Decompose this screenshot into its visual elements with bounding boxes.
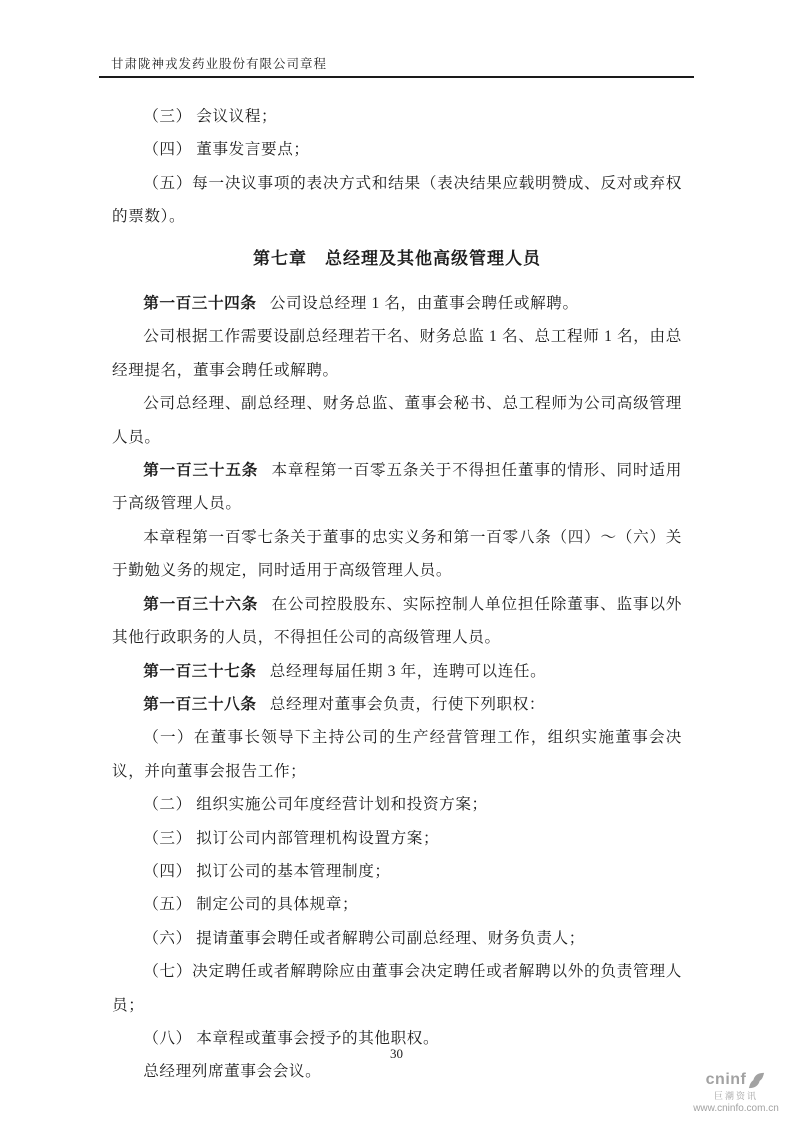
article-number: 第一百三十七条 (143, 662, 257, 680)
paragraph-text: （四） 董事发言要点； (143, 141, 310, 159)
paragraph (112, 320, 682, 387)
header-title: 甘肃陇神戎发药业股份有限公司章程 (111, 57, 328, 71)
paragraph (112, 855, 682, 888)
paragraph (112, 788, 682, 821)
page-number: 30 (390, 1046, 403, 1061)
paragraph (112, 387, 682, 454)
paragraph (112, 167, 682, 234)
paragraph-text: （五） 制定公司的具体规章； (143, 896, 359, 914)
paragraph-text: （二） 组织实施公司年度经营计划和投资方案； (143, 796, 488, 814)
paragraph-text: （三） 拟订公司内部管理机构设置方案； (143, 829, 440, 847)
paragraph-text: 公司设总经理 1 名，由董事会聘任或解聘。 (269, 295, 579, 313)
paragraph-text: 本章程第一百零五条关于不得担任董事的情形、同时适用于高级管理人员。 (112, 462, 682, 513)
paragraph-text: （六） 提请董事会聘任或者解聘公司副总经理、财务负责人； (143, 929, 585, 947)
paragraph (112, 133, 682, 166)
paragraph (112, 922, 682, 955)
watermark-chinese-name: 巨潮资讯 (713, 1091, 758, 1102)
paragraph-text: 公司总经理、副总经理、财务总监、董事会秘书、总工程师为公司高级管理人员。 (112, 395, 682, 446)
paragraph-text: 本章程第一百零七条关于董事的忠实义务和第一百零八条（四）～（六）关于勤勉义务的规定，同时适用于高级管理人员。 (112, 528, 682, 580)
paragraph (112, 955, 682, 1022)
watermark-url: www.cninfo.com.cn (693, 1102, 779, 1114)
paragraph (112, 655, 682, 688)
article-number: 第一百三十五条 (143, 462, 259, 480)
paragraph (112, 287, 682, 320)
paragraph (112, 521, 682, 588)
paragraph-text: （四） 拟订公司的基本管理制度； (143, 862, 391, 880)
watermark-brand-text: cninf (705, 1071, 747, 1089)
cninfo-swirl-icon (747, 1071, 766, 1090)
paragraph (112, 721, 682, 788)
paragraph (112, 822, 682, 855)
page-header (99, 0, 694, 78)
document-body (112, 100, 682, 1089)
watermark-brand-row (706, 1071, 767, 1090)
paragraph-text: 在公司控股股东、实际控制人单位担任除董事、监事以外其他行政职务的人员，不得担任公司的高级管理人员。 (112, 595, 682, 647)
paragraph-text: （五）每一决议事项的表决方式和结果（表决结果应载明赞成、反对或弃权的票数）。 (112, 174, 682, 226)
paragraph-text: （七）决定聘任或者解聘除应由董事会决定聘任或者解聘以外的负责管理人员； (112, 963, 682, 1014)
paragraph-text: （八） 本章程或董事会授予的其他职权。 (143, 1029, 440, 1047)
paragraph (112, 100, 682, 133)
cninfo-watermark (684, 1071, 788, 1114)
article-number: 第一百三十六条 (143, 595, 259, 613)
paragraph-text: 公司根据工作需要设副总经理若干名、财务总监 1 名、总工程师 1 名，由总经理提名，董事会聘任或解聘。 (112, 328, 682, 379)
chapter-heading: 第七章 总经理及其他高级管理人员 (253, 248, 541, 268)
paragraph-text: 总经理列席董事会会议。 (143, 1063, 322, 1081)
paragraph (112, 888, 682, 921)
paragraph-text: （一）在董事长领导下主持公司的生产经营管理工作，组织实施董事会决议，并向董事会报告工作； (112, 729, 682, 780)
paragraph-text: 总经理对董事会负责，行使下列职权： (269, 695, 546, 713)
paragraph-text: 总经理每届任期 3 年，连聘可以连任。 (269, 662, 547, 680)
article-number: 第一百三十四条 (143, 295, 257, 313)
paragraph (112, 454, 682, 521)
paragraph-text: （三） 会议议程； (143, 108, 278, 125)
paragraph (112, 588, 682, 655)
article-number: 第一百三十八条 (143, 695, 257, 713)
paragraph (112, 688, 682, 721)
